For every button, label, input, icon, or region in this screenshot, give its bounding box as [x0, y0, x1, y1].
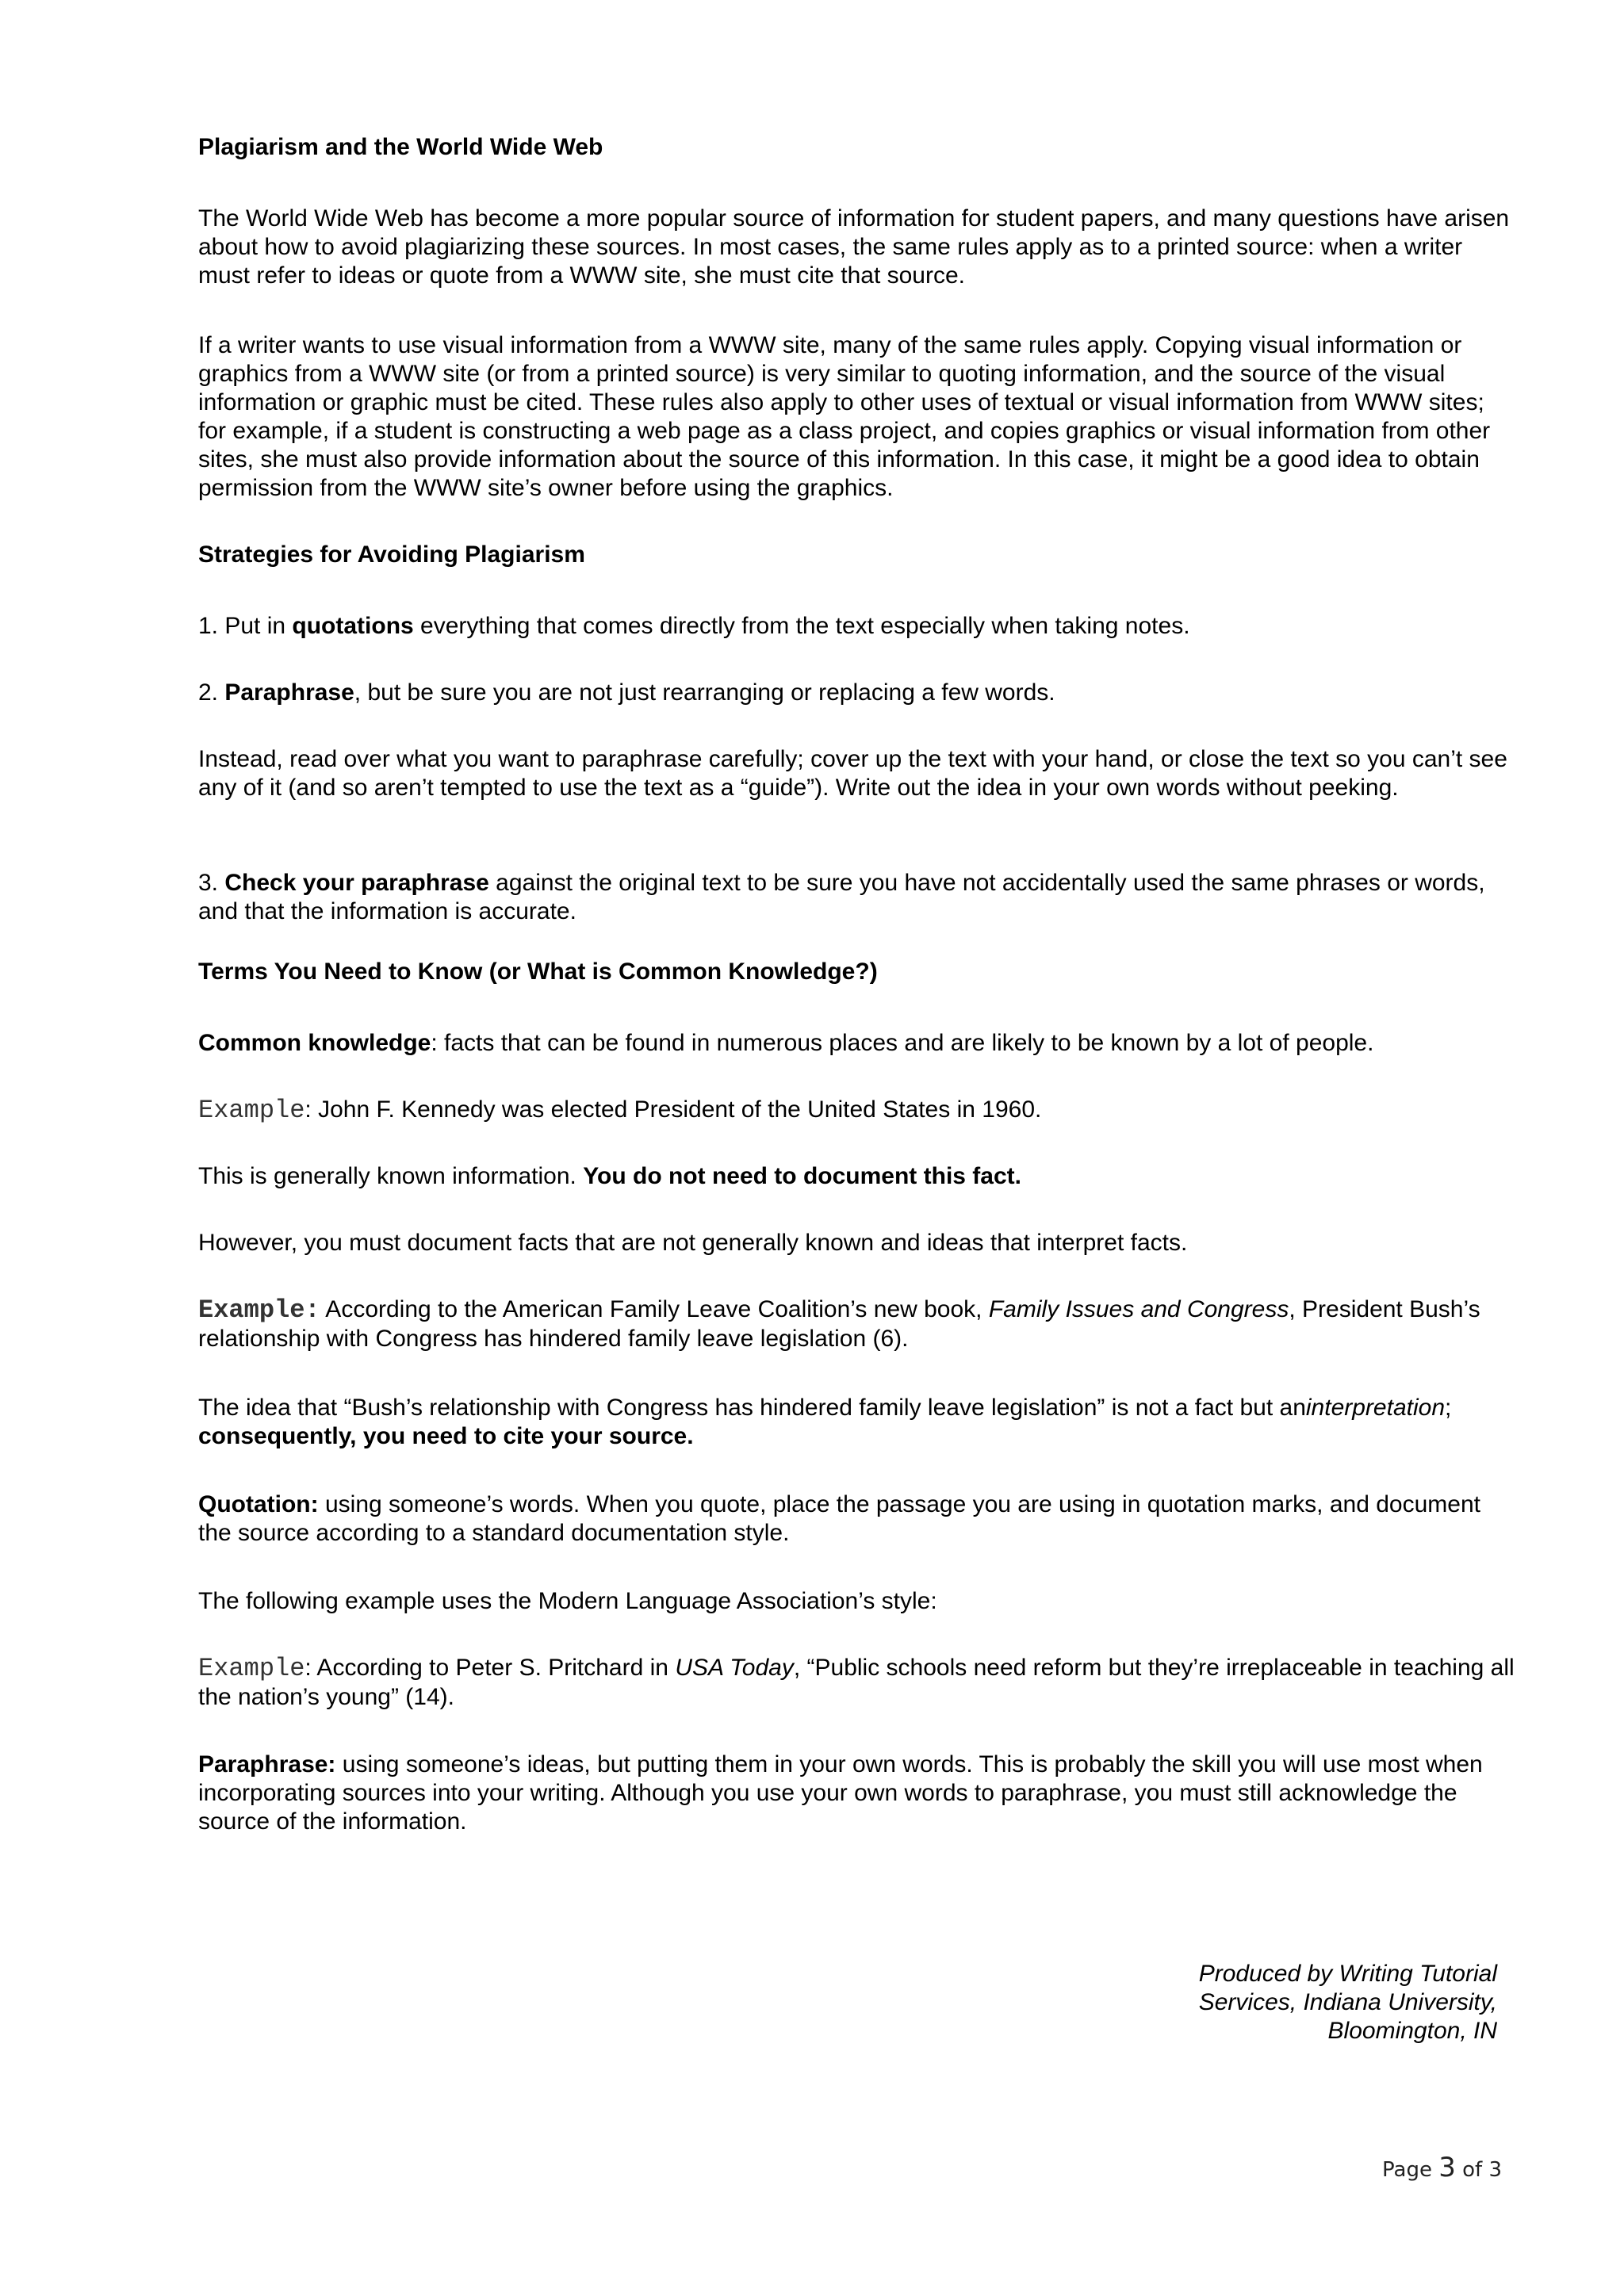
strategies-heading: Strategies for Avoiding Plagiarism	[198, 541, 585, 568]
interpretation-italic: interpretation	[1305, 1395, 1445, 1421]
known-information	[198, 1162, 1021, 1191]
example-2	[198, 1295, 1515, 1353]
strategy-2-instead: Instead, read over what you want to paraphrase carefully; cover up the text with your hand, or close the text so you can’t see any of it (and so aren’t tempted to use the text as a “guide”). Write out the idea in your own words without peeking.	[198, 746, 1507, 801]
paraphrase-definition	[198, 1751, 1515, 1836]
example-3-post: , “Public schools need reform but they’re irreplaceable in teaching all the nation’s young” (14).	[198, 1655, 1515, 1710]
strategy-2-rest: , but be sure you are not just rearranging or replacing a few words.	[354, 679, 1055, 706]
example-3	[198, 1654, 1515, 1712]
example-1	[198, 1096, 1041, 1125]
strategy-3-bold: Check your paraphrase	[224, 870, 489, 896]
credit-block	[1021, 1960, 1497, 2045]
common-knowledge-definition	[198, 1029, 1373, 1058]
page-number-word: Page	[1382, 2158, 1439, 2182]
example-2-post: , President Bush’s relationship with Congress has hindered family leave legislation (6).	[198, 1296, 1480, 1352]
page-title: Plagiarism and the World Wide Web	[198, 134, 603, 160]
page-number-total: of 3	[1455, 2158, 1502, 2182]
credit-line-2: Services, Indiana University,	[1198, 1989, 1497, 2015]
interpretation-pre: The idea that “Bush’s relationship with Congress has hindered family leave legislation” is not a fact but an	[198, 1395, 1306, 1421]
credit-line-1: Produced by Writing Tutorial	[1198, 1961, 1497, 1987]
strategy-1-bold: quotations	[292, 613, 414, 639]
strategy-2-bold: Paraphrase	[224, 679, 354, 706]
common-knowledge-term: Common knowledge	[198, 1030, 431, 1056]
quotation-term: Quotation:	[198, 1491, 319, 1517]
intro-paragraph-1: The World Wide Web has become a more popular source of information for student papers, and many questions have arisen about how to avoid plagiarizing these sources. In most cases, the same rules apply as to a printed source: when a writer must refer to ideas or quote from a WWW site, she must cite that source.	[198, 205, 1510, 289]
interpretation-semicolon: ;	[1445, 1395, 1452, 1421]
known-information-bold: You do not need to document this fact.	[583, 1163, 1021, 1189]
example-3-source-title: USA Today	[675, 1655, 794, 1681]
example-3-label: Example	[198, 1654, 305, 1683]
credit-line-3: Bloomington, IN	[1327, 2018, 1497, 2044]
interpretation-paragraph	[198, 1394, 1515, 1451]
strategy-1-prefix: 1. Put in	[198, 613, 293, 639]
paraphrase-term: Paraphrase:	[198, 1751, 336, 1777]
quotation-text: using someone’s words. When you quote, place the passage you are using in quotation marks, and document the source according to a standard documentation style.	[198, 1491, 1480, 1546]
page-number	[1382, 2152, 1502, 2183]
terms-heading: Terms You Need to Know (or What is Common Knowledge?)	[198, 959, 878, 985]
strategy-3	[198, 869, 1515, 926]
strategy-3-rest: against the original text to be sure you have not accidentally used the same phrases or words, and that the information is accurate.	[198, 870, 1485, 924]
example-1-text: : John F. Kennedy was elected President of the United States in 1960.	[304, 1096, 1042, 1123]
example-2-pre: According to the American Family Leave Coalition’s new book,	[320, 1296, 989, 1322]
strategy-1	[198, 612, 1190, 641]
common-knowledge-text: : facts that can be found in numerous places and are likely to be known by a lot of people.	[431, 1030, 1374, 1056]
strategy-1-rest: everything that comes directly from the text especially when taking notes.	[413, 613, 1190, 639]
however-paragraph: However, you must document facts that are not generally known and ideas that interpret facts.	[198, 1230, 1188, 1256]
strategy-2	[198, 679, 1055, 707]
strategy-3-prefix: 3.	[198, 870, 225, 896]
paraphrase-text: using someone’s ideas, but putting them in your own words. This is probably the skill you will use most when incorporating sources into your writing. Although you use your own words to paraphrase, you must still acknowledge the source of the information.	[198, 1751, 1483, 1835]
example-2-book-title: Family Issues and Congress	[988, 1296, 1289, 1322]
intro-paragraph-2: If a writer wants to use visual information from a WWW site, many of the same rules apply. Copying visual information or graphics from a WWW site (or from a printed source) is very similar to quoting information, and the source of the visual information or graphic must be cited. These rules also apply to other uses of textual or visual information from WWW sites; for example, if a student is constructing a web page as a class project, and copies graphics or visual information from other sites, she must also provide information about the source of this information. In this case, it might be a good idea to obtain permission from the WWW site’s owner before using the graphics.	[198, 332, 1491, 501]
example-2-label: Example:	[198, 1295, 320, 1325]
known-information-text: This is generally known information.	[198, 1163, 584, 1189]
strategy-2-prefix: 2.	[198, 679, 225, 706]
quotation-definition	[198, 1490, 1515, 1548]
interpretation-bold: consequently, you need to cite your source.	[198, 1423, 694, 1449]
page-number-current: 3	[1438, 2152, 1456, 2183]
example-3-pre: : According to Peter S. Pritchard in	[304, 1655, 676, 1681]
example-1-label: Example	[198, 1096, 305, 1125]
mla-paragraph: The following example uses the Modern Language Association’s style:	[198, 1588, 937, 1614]
